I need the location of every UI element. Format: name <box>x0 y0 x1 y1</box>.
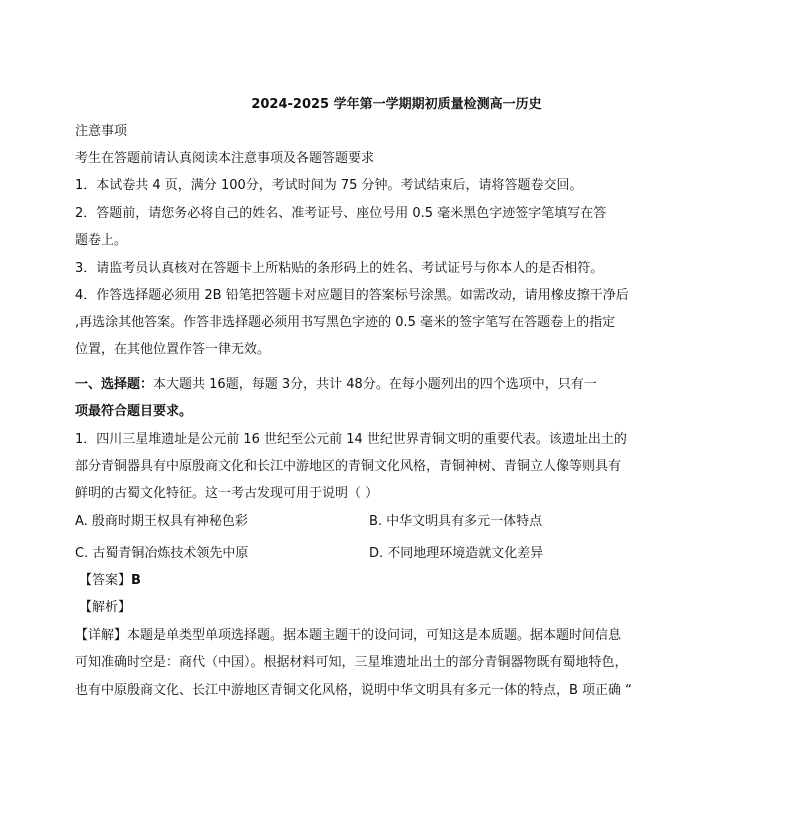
notice-intro: 考生在答题前请认真阅读本注意事项及各题答题要求 <box>75 151 375 166</box>
notice-item-1: 1．本试卷共 4 页，满分 100分，考试时间为 75 分钟。考试结束后，请将答题卷交回。 <box>75 178 583 193</box>
question-1-stem-line2: 部分青铜器具有中原殷商文化和长江中游地区的青铜文化风格，青铜神树、青铜立人像等则具有 <box>75 459 622 474</box>
detail-line1 <box>75 627 621 645</box>
answer-line <box>79 572 141 590</box>
answer-label: 【答案】 <box>79 573 132 588</box>
answer-value: B <box>131 573 141 588</box>
detail-text-1: 本题是单类型单项选择题。据本题主题干的设问词，可知这是本质题。据本题时间信息 <box>127 628 622 643</box>
question-1-option-a: A. 殷商时期王权具有神秘色彩 <box>75 514 248 529</box>
question-1-option-c: C. 古蜀青铜冶炼技术领先中原 <box>75 546 249 561</box>
question-1-option-d: D. 不同地理环境造就文化差异 <box>369 546 544 561</box>
detail-line2: 可知准确时空是：商代（中国）。根据材料可知，三星堆遗址出土的部分青铜器物既有蜀地特色， <box>75 655 628 670</box>
section-label: 一、选择题： <box>75 377 154 392</box>
notice-item-4-line1: 4．作答选择题必须用 2B 铅笔把答题卡对应题目的答案标号涂黑。如需改动，请用橡皮擦干净后 <box>75 288 629 303</box>
section-heading-line2: 项最符合题目要求。 <box>75 404 193 419</box>
notice-item-4-line2: ,再选涂其他答案。作答非选择题必须用书写黑色字迹的 0.5 毫米的签字笔写在答题卷上的指定 <box>75 315 616 330</box>
question-1-stem-line1: 1．四川三星堆遗址是公元前 16 世纪至公元前 14 世纪世界青铜文明的重要代表。该遗址出土的 <box>75 432 627 447</box>
notice-item-2-line1: 2．答题前，请您务必将自己的姓名、准考证号、座位号用 0.5 毫米黑色字迹签字笔填写在答 <box>75 206 607 221</box>
question-1-option-b: B. 中华文明具有多元一体特点 <box>369 514 543 529</box>
notice-item-4-line3: 位置，在其他位置作答一律无效。 <box>75 342 271 357</box>
notice-item-2-line2: 题卷上。 <box>75 233 128 248</box>
question-1-stem-line3: 鲜明的古蜀文化特征。这一考古发现可用于说明（ ） <box>75 486 379 501</box>
detail-line3: 也有中原殷商文化、长江中游地区青铜文化风格，说明中华文明具有多元一体的特点，B 项正确 “ <box>75 683 632 698</box>
analysis-label: 【解析】 <box>79 600 132 615</box>
notice-item-3: 3．请监考员认真核对在答题卡上所粘贴的条形码上的姓名、考试证号与你本人的是否相符。 <box>75 261 604 276</box>
section-description: 本大题共 16题，每题 3分，共计 48分。在每小题列出的四个选项中，只有一 <box>153 377 597 392</box>
notice-heading: 注意事项 <box>75 124 128 139</box>
detail-label: 【详解】 <box>75 628 128 643</box>
page-title: 2024-2025 学年第一学期期初质量检测高一历史 <box>251 97 542 112</box>
section-heading <box>75 376 597 394</box>
